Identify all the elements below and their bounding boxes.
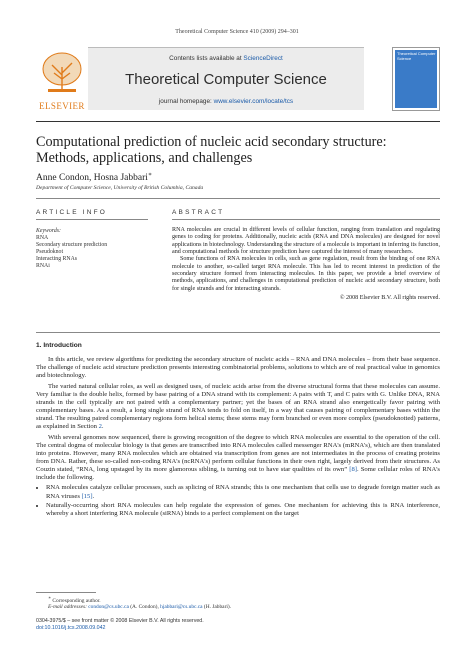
body-paragraph: In this article, we review algorithms for predicting the secondary structure of nucleic acids – RNA and DNA molecules – from their base sequence. The challenge of nucleic acid structure prediction presents interesting combinatorial problems, solutions to which are of real practical value in genomics and biotechnology. <box>36 356 440 380</box>
journal-title: Theoretical Computer Science <box>125 71 327 88</box>
tree-icon <box>36 49 88 101</box>
header-rule <box>36 121 440 122</box>
journal-cover-thumbnail <box>392 47 440 111</box>
masthead-banner <box>88 47 364 110</box>
issn-line: 0304-3975/$ – see front matter © 2008 Elsevier B.V. All rights reserved. <box>36 618 204 624</box>
abstract-paragraph: Some functions of RNA molecules in cells, such as gene regulation, result from the binding of one RNA molecule to another, so-called target RNA molecule. This has led to recent interest in prediction of the secondary structure formed from interacting molecules. In this paper, we provide a brief overview of methods, applications, and challenges in computational prediction of nucleic acid secondary structure, both for single strands and for interacting strands. <box>172 256 440 292</box>
authors: Anne Condon, Hosna Jabbari <box>36 173 148 184</box>
corresponding-author-note: Corresponding author. <box>52 597 101 604</box>
email-link[interactable]: hjabbari@cs.ubc.ca <box>160 604 203 611</box>
section-ref-link[interactable]: 2 <box>98 422 102 430</box>
keyword: RNA <box>36 235 49 241</box>
keyword: Pseudoknot <box>36 249 64 255</box>
homepage-line <box>88 98 364 105</box>
sciencedirect-link[interactable]: ScienceDirect <box>243 55 283 62</box>
affiliation: Department of Computer Science, University of British Columbia, Canada <box>36 185 204 191</box>
journal-masthead <box>36 47 440 117</box>
citation-link[interactable]: [8] <box>349 465 357 473</box>
divider <box>36 198 440 199</box>
body-paragraph: The varied natural cellular roles, as well as designed uses, of nucleic acids arise from the diverse structural forms that these molecules can assume. Very familiar is the double helix, formed by base pairing of a DNA strand with its complement: A pairs with T, and C pairs with G. Unlike DNA, RNA strands in the cell typically are not paired with a complementary partner; yet the bases of an RNA strand also energetically favor pairing with complementary bases. As a result, a long single strand of RNA tends to fold on itself, in a way that causes pairing of complementary bases within the strand. The resulting paired complementary regions form helical stems; these stems may form branched or even more complex (pseudoknotted) patterns, as explained in Section 2. <box>36 382 440 430</box>
email-label: E-mail addresses: <box>48 604 87 611</box>
divider <box>172 219 440 220</box>
contents-line <box>88 55 364 62</box>
keyword: Secondary structure prediction <box>36 242 108 248</box>
roles-list <box>36 484 440 518</box>
author-list <box>36 171 152 183</box>
cover-title: Theoretical Computer Science <box>397 51 436 61</box>
abstract-paragraph: RNA molecules are crucial in different levels of cellular function, ranging from translation and regulating genes to coding for proteins. Additionally, nucleic acids (RNA and DNA molecules) are designed for novel applications in biotechnology. Understanding the structure of a molecule is important in inferring its function, and computational methods for structure prediction have captured the interest of many researchers. <box>172 227 440 256</box>
article-info-heading: ARTICLE INFO <box>36 209 108 216</box>
doi-link[interactable]: doi:10.1016/j.tcs.2008.09.042 <box>36 624 106 631</box>
keywords-block <box>36 228 107 270</box>
abstract-body <box>172 227 440 302</box>
divider <box>36 219 148 220</box>
publisher-name: ELSEVIER <box>39 101 85 111</box>
article-title: Computational prediction of nucleic acid secondary structure: Methods, applications, and challenges <box>36 134 387 166</box>
footnote-rule <box>36 592 96 593</box>
body-paragraph: With several genomes now sequenced, there is growing recognition of the degree to which RNA molecules are essential to the operation of the cell. The central dogma of molecular biology is that genes are transcribed into RNA molecules called messenger RNA's (mRNA's), which are then translated into proteins. However, many RNA molecules which are obtained via transcription from genes are not intermediates in the process of creating proteins from DNA. Rather, these so-called non-coding RNA's (ncRNA's) perform cellular functions in their own right, largely derived from their structures. As Couzin stated, “RNA, long upstaged by its more glamorous sibling, is turning out to have star qualities of its own” [8]. Some cellular roles of RNA's include the following. <box>36 433 440 481</box>
running-head: Theoretical Computer Science 410 (2009) 294–301 <box>175 29 299 35</box>
homepage-link[interactable]: www.elsevier.com/locate/tcs <box>213 98 294 105</box>
divider <box>36 332 440 333</box>
list-item: • RNA molecules catalyze cellular processes, such as splicing of RNA strands; this is one mechanism that cells use to degrade foreign matter such as RNA viruses [15]. <box>46 484 440 500</box>
elsevier-logo <box>36 49 88 111</box>
footnote-mark: ∗ <box>48 595 52 600</box>
page-footer <box>36 618 204 632</box>
keyword: RNAi <box>36 263 50 269</box>
keywords-label: Keywords: <box>36 228 61 234</box>
email-link[interactable]: condon@cs.ubc.ca <box>88 604 129 611</box>
list-item: • Naturally-occurring short RNA molecules can help regulate the expression of genes. One mechanism for achieving this is RNA interference, whereby a short interfering RNA molecule (siRNA) binds to a perfect complement on the target <box>46 502 440 518</box>
author-footnote-mark[interactable]: ∗ <box>147 172 152 178</box>
contents-prefix: Contents lists available at <box>169 55 244 62</box>
homepage-prefix: journal homepage: <box>158 98 214 105</box>
section-heading: 1. Introduction <box>36 342 82 349</box>
body-text <box>36 356 440 520</box>
footnote: ∗ Corresponding author. E-mail addresses: condon@cs.ubc.ca (A. Condon), hjabbari@cs.ubc.ca (H. Jabbari). <box>48 595 232 611</box>
keyword: Interacting RNAs <box>36 256 78 262</box>
copyright-notice: © 2008 Elsevier B.V. All rights reserved. <box>339 295 440 302</box>
abstract-heading: ABSTRACT <box>172 209 225 216</box>
citation-link[interactable]: [15] <box>81 492 93 500</box>
